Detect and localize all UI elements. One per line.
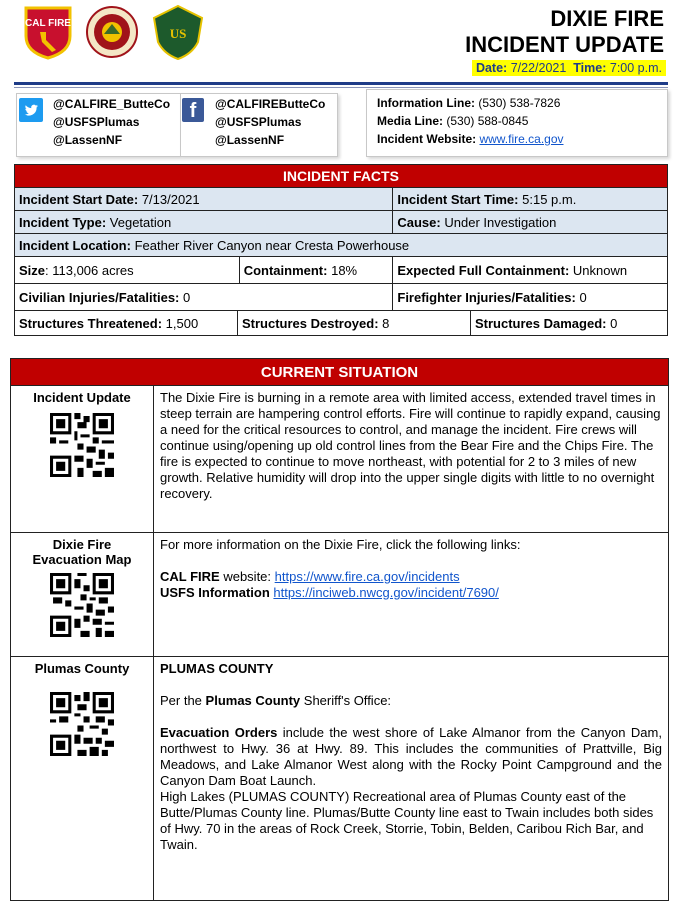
header-rule	[14, 82, 668, 85]
twitter-handle-3[interactable]: @LassenNF	[53, 133, 123, 147]
plumas-county-text	[154, 657, 669, 901]
twitter-handle-2[interactable]: @USFSPlumas	[53, 115, 140, 129]
containment-cell: Containment: 18%	[239, 257, 393, 284]
current-situation-table	[10, 358, 669, 901]
info-line-label: Information Line:	[377, 96, 475, 110]
qr-code-icon[interactable]	[50, 692, 114, 756]
incident-facts-header: INCIDENT FACTS	[15, 165, 668, 188]
evacuation-map-label-2: Evacuation Map	[32, 552, 132, 567]
civilian-injuries-cell: Civilian Injuries/Fatalities: 0	[15, 284, 393, 311]
twitter-handle-1[interactable]: @CALFIRE_ButteCo	[53, 97, 171, 111]
facebook-handle-1[interactable]: @CALFIREButteCo	[215, 97, 326, 111]
calfire-incidents-link[interactable]: https://www.fire.ca.gov/incidents	[274, 569, 460, 584]
media-line-value: (530) 588-0845	[446, 114, 529, 128]
evacuation-map-text	[154, 533, 669, 657]
start-date-cell: Incident Start Date: 7/13/2021	[15, 188, 393, 211]
date-value: 7/22/2021	[510, 61, 567, 75]
current-situation-header: CURRENT SITUATION	[11, 359, 669, 386]
media-line-label: Media Line:	[377, 114, 444, 128]
title-line-2: INCIDENT UPDATE	[465, 32, 664, 57]
evacuation-orders-text: Evacuation Orders include the west shore of Lake Almanor from the Canyon Dam, northwest to Hwy. 36 at Hwy. 89. This includes the communities of Prattville, Big Meadows, and Lake Almanor West along with the Rocky Point Campground and the Canyon Dam Boat Launch.	[160, 725, 662, 788]
svg-text:CAL FIRE: CAL FIRE	[25, 18, 71, 29]
facebook-icon: f	[182, 98, 204, 122]
structures-destroyed-cell: Structures Destroyed: 8	[238, 311, 471, 335]
facebook-box	[180, 93, 338, 157]
structures-threatened-cell: Structures Threatened: 1,500	[15, 311, 238, 335]
incident-location-cell: Incident Location: Feather River Canyon near Cresta Powerhouse	[15, 234, 668, 257]
website-link[interactable]: www.fire.ca.gov	[479, 132, 564, 146]
expected-containment-cell: Expected Full Containment: Unknown	[393, 257, 668, 284]
cal-fire-logo	[22, 4, 74, 60]
links-intro: For more information on the Dixie Fire, click the following links:	[160, 537, 521, 552]
header-rule-thin	[14, 87, 668, 88]
high-lakes-text: High Lakes (PLUMAS COUNTY) Recreational area of Plumas County east of the Butte/Plumas County line. Plumas/Butte County line east to Twain includes both sides of Hwy. 70 in the areas of Rock Creek, Storrie, Tobin, Belden, Caribou Rich Bar, and Twain.	[160, 789, 654, 852]
time-label: Time:	[573, 61, 607, 75]
usfs-link-line: USFS Information https://inciweb.nwcg.gov/incident/7690/	[160, 585, 499, 600]
svg-text:US: US	[169, 26, 187, 41]
date-time-bar	[472, 60, 666, 76]
incident-update-text: The Dixie Fire is burning in a remote area with limited access, extended travel times in steep terrain are hampering control efforts. Fire will continue to rapidly expand, causing a need for the critical resources to control, and manage the incident. Fire crews will continue using/opening up old control lines from the Bear Fire and the Chips Fire. The fire is expected to continue to move northeast, with potential for 2 to 3 miles of new growth. Relative humidity will drop into the upper single digits with little to no overnight recovery.	[154, 386, 669, 533]
firefighter-injuries-cell: Firefighter Injuries/Fatalities: 0	[393, 284, 668, 311]
facebook-handle-2[interactable]: @USFSPlumas	[215, 115, 302, 129]
structures-damaged-cell: Structures Damaged: 0	[475, 315, 618, 331]
twitter-icon	[19, 98, 43, 122]
incident-update-label: Incident Update	[33, 390, 131, 405]
evacuation-map-cell	[11, 533, 154, 657]
incident-facts-table	[14, 164, 668, 336]
plumas-county-cell	[11, 657, 154, 901]
evacuation-map-label-1: Dixie Fire	[52, 537, 112, 552]
time-value: 7:00 p.m.	[609, 61, 662, 75]
date-label: Date:	[475, 61, 508, 75]
start-time-cell: Incident Start Time: 5:15 p.m.	[393, 188, 668, 211]
cause-cell: Cause: Under Investigation	[393, 211, 668, 234]
inciweb-link[interactable]: https://inciweb.nwcg.gov/incident/7690/	[273, 585, 499, 600]
calfire-link-line: CAL FIRE website: https://www.fire.ca.gov/incidents	[160, 569, 460, 584]
plumas-heading: PLUMAS COUNTY	[160, 661, 274, 676]
facebook-handle-3[interactable]: @LassenNF	[215, 133, 285, 147]
incident-update-cell	[11, 386, 154, 533]
info-line-value: (530) 538-7826	[478, 96, 561, 110]
qr-code-icon[interactable]	[50, 413, 114, 477]
size-cell: Size: 113,006 acres	[15, 257, 240, 284]
butte-county-seal	[86, 4, 138, 60]
title-line-1: DIXIE FIRE	[550, 6, 664, 31]
plumas-source-line: Per the Plumas County Sheriff's Office:	[160, 693, 392, 708]
qr-code-icon[interactable]	[50, 573, 114, 637]
website-label: Incident Website:	[377, 132, 477, 146]
twitter-box	[16, 93, 181, 157]
incident-type-cell: Incident Type: Vegetation	[15, 211, 393, 234]
info-box	[366, 89, 668, 157]
us-forest-service-logo	[152, 4, 204, 60]
plumas-county-label: Plumas County	[34, 661, 130, 676]
